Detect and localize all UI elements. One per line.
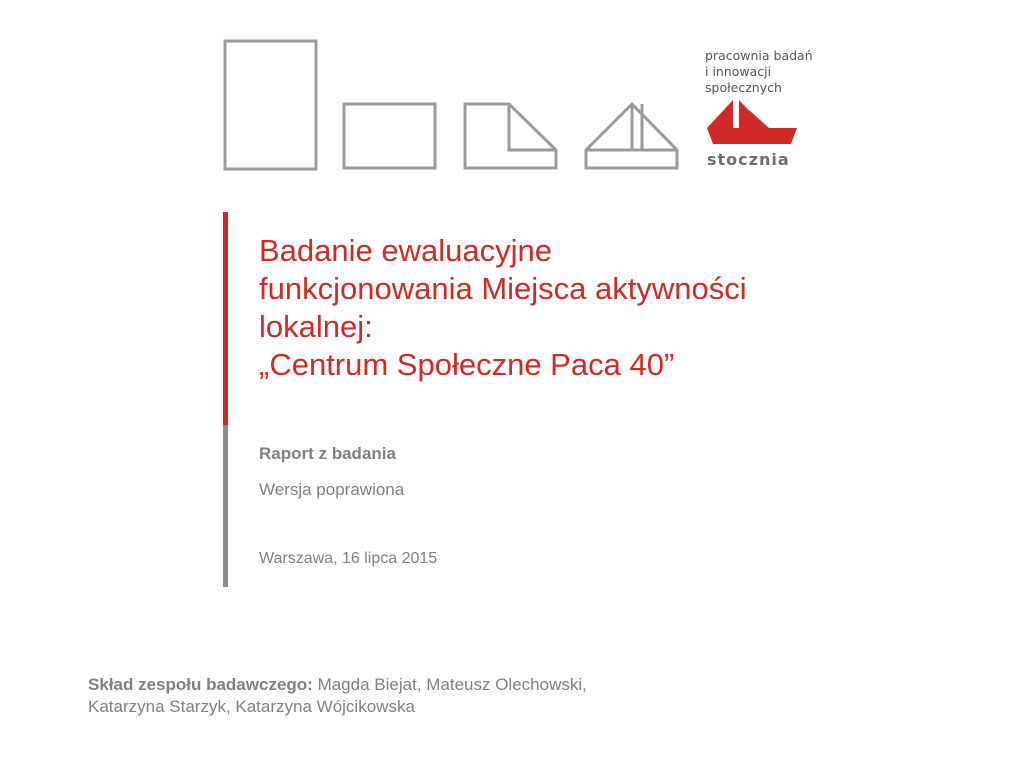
folding-shapes-graphic (222, 38, 682, 172)
shape-tall-rectangle (225, 41, 316, 169)
accent-bar-grey (223, 425, 228, 587)
logo-name: stocznia (707, 150, 790, 169)
shape-folded-corner (465, 104, 556, 168)
shape-rectangle (344, 104, 435, 168)
title-line: funkcjonowania Miejsca aktywności (259, 271, 747, 306)
logo-tagline-line: i innowacji (705, 64, 772, 79)
team-label: Skład zespołu badawczego: (88, 675, 313, 694)
title-line: Badanie ewaluacyjne (259, 233, 552, 268)
title-line: lokalnej: (259, 309, 373, 344)
logo-tagline-line: społecznych (705, 80, 782, 95)
title-line: „Centrum Społeczne Paca 40” (259, 347, 675, 382)
report-subtitle: Raport z badania (259, 444, 396, 463)
team-members: Magda Biejat, Mateusz Olechowski, Katarzyna Starzyk, Katarzyna Wójcikowska (88, 675, 587, 716)
logo-boat-icon (705, 98, 797, 146)
report-date: Warszawa, 16 lipca 2015 (259, 550, 438, 567)
shape-folded-triangle (586, 104, 677, 168)
report-title (259, 232, 979, 384)
stocznia-logo (705, 48, 815, 176)
research-team (88, 674, 648, 718)
logo-tagline-line: pracownia badań (705, 48, 813, 63)
report-version: Wersja poprawiona (259, 480, 405, 499)
accent-bar-red (223, 212, 228, 425)
logo-tagline (705, 48, 815, 96)
